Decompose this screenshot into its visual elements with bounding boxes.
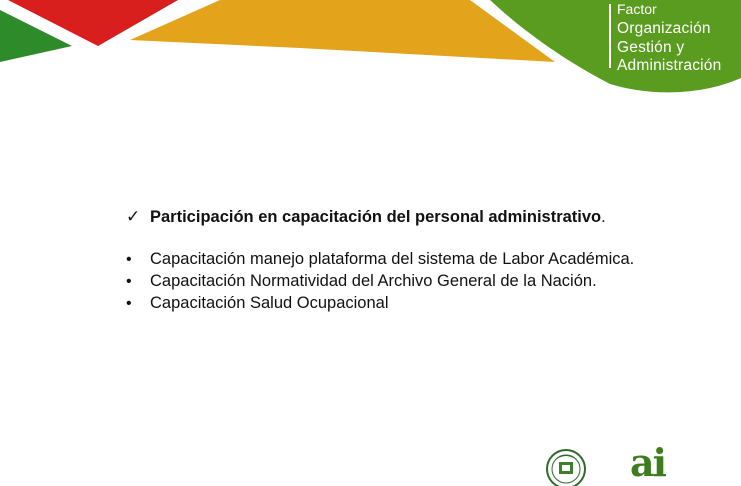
heading-text: Participación en capacitación del personal administrativo — [150, 208, 602, 226]
title-line-2: Gestión y — [617, 38, 685, 56]
bullet-icon: • — [126, 273, 132, 290]
heading-suffix: . — [601, 208, 606, 226]
factor-label: Factor — [617, 1, 657, 17]
bullet-icon: • — [126, 295, 132, 312]
bullet-icon: • — [126, 251, 132, 268]
orange-wedge — [130, 0, 555, 62]
slide-content — [126, 207, 726, 316]
bullet-list — [126, 250, 726, 313]
checkmark-icon: ✓ — [126, 207, 141, 226]
university-seal-icon — [544, 447, 588, 486]
factor-title-block — [617, 2, 721, 77]
heading-text-wrap — [150, 208, 606, 227]
title-line-3: Administración — [617, 57, 722, 74]
list-item-text: Capacitación Normatividad del Archivo General de la Nación. — [150, 272, 597, 290]
ai-logo: ai — [630, 440, 666, 485]
list-item — [126, 294, 726, 313]
heading-row — [126, 207, 726, 227]
list-item-text: Capacitación manejo plataforma del sistema de Labor Académica. — [150, 250, 635, 268]
list-item — [126, 272, 726, 291]
title-line-1: Organización — [617, 20, 711, 37]
list-item — [126, 250, 726, 269]
list-item-text: Capacitación Salud Ocupacional — [150, 294, 389, 312]
